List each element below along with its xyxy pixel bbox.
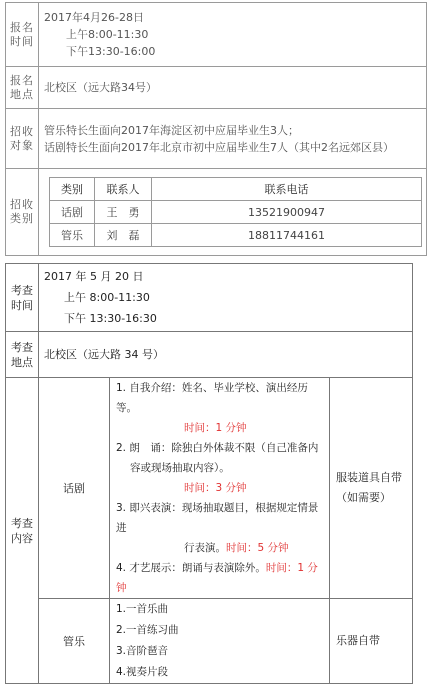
category-label: 招收类别 xyxy=(6,169,39,256)
drama-item-1: 1. 自我介绍：姓名、毕业学校、演出经历等。 xyxy=(116,382,308,414)
registration-pm: 下午13:30-16:00 xyxy=(66,45,156,58)
table-row xyxy=(50,201,422,224)
wind-note: 乐器自带 xyxy=(330,599,413,684)
exam-pm: 下午 13:30-16:30 xyxy=(64,312,157,325)
list-item: 3.音阶琶音 xyxy=(116,645,169,657)
registration-time-label: 报名时间 xyxy=(6,3,39,67)
registration-place-label: 报名地点 xyxy=(6,67,39,109)
registration-place-value: 北校区（远大路34号） xyxy=(39,67,427,109)
row-contact: 王 勇 xyxy=(95,201,152,224)
list-item: 2.一首练习曲 xyxy=(116,624,179,636)
wind-category: 管乐 xyxy=(39,599,110,684)
row-category: 话剧 xyxy=(50,201,95,224)
header-contact: 联系人 xyxy=(95,178,152,201)
list-item: 1.一首乐曲 xyxy=(116,603,169,615)
target-line-2: 话剧特长生面向2017年北京市初中应届毕业生7人（其中2名远郊区县） xyxy=(44,140,394,154)
exam-am: 上午 8:00-11:30 xyxy=(64,291,150,304)
target-line-1: 管乐特长生面向2017年海淀区初中应届毕业生3人； xyxy=(44,123,299,137)
registration-am: 上午8:00-11:30 xyxy=(66,28,149,41)
row-category: 管乐 xyxy=(50,224,95,247)
contact-cell xyxy=(39,169,427,256)
drama-item-2a: 2. 朗 诵：除独白外体裁不限（自己准备内 xyxy=(116,442,319,454)
drama-category: 话剧 xyxy=(39,378,110,599)
contact-table xyxy=(49,177,422,247)
drama-item-3-time: 时间：5 分钟 xyxy=(226,542,289,554)
drama-item-2-time: 时间：3 分钟 xyxy=(184,482,247,494)
exam-table xyxy=(5,263,413,684)
drama-item-2b: 容或现场抽取内容）。 xyxy=(130,462,230,474)
target-value xyxy=(39,109,427,169)
drama-note: 服装道具自带（如需要） xyxy=(330,378,413,599)
drama-item-3a: 3. 即兴表演：现场抽取题目，根据规定情景进 xyxy=(116,502,319,534)
exam-time-label: 考查时间 xyxy=(6,264,39,332)
exam-time-value xyxy=(39,264,413,332)
registration-time-value xyxy=(39,3,427,67)
exam-place-value: 北校区（远大路 34 号） xyxy=(39,332,413,378)
row-contact: 刘 磊 xyxy=(95,224,152,247)
list-item: 4.视奏片段 xyxy=(116,666,169,678)
drama-items xyxy=(110,378,330,599)
target-label: 招收对象 xyxy=(6,109,39,169)
exam-content-label: 考查内容 xyxy=(6,378,39,684)
table-row xyxy=(50,224,422,247)
drama-item-4: 4. 才艺展示：朗诵与表演除外。 xyxy=(116,562,266,574)
registration-table xyxy=(5,2,427,256)
header-category: 类别 xyxy=(50,178,95,201)
drama-item-3b: 行表演。 xyxy=(184,542,226,554)
row-phone: 18811744161 xyxy=(152,224,422,247)
drama-item-4-time: 时间：1 分钟 xyxy=(116,562,318,594)
drama-item-1-time: 时间：1 分钟 xyxy=(184,422,247,434)
registration-date: 2017年4月26-28日 xyxy=(44,11,144,24)
header-phone: 联系电话 xyxy=(152,178,422,201)
row-phone: 13521900947 xyxy=(152,201,422,224)
exam-date: 2017 年 5 月 20 日 xyxy=(44,270,144,283)
exam-place-label: 考查地点 xyxy=(6,332,39,378)
wind-items xyxy=(110,599,330,684)
